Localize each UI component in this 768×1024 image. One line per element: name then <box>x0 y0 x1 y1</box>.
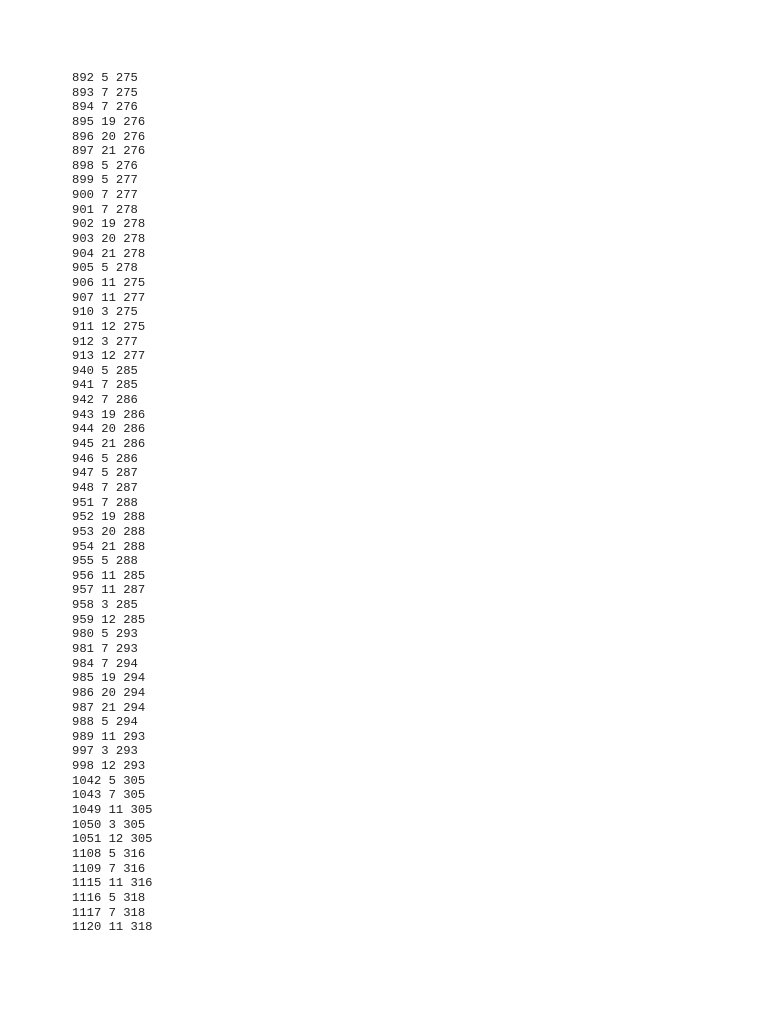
text-line: 958 3 285 <box>72 598 138 613</box>
text-line: 946 5 286 <box>72 451 138 466</box>
text-line: 902 19 278 <box>72 217 146 232</box>
text-line: 989 11 293 <box>72 729 146 744</box>
text-line: 899 5 277 <box>72 173 138 188</box>
text-line: 897 21 276 <box>72 144 146 159</box>
text-lines <box>72 71 152 935</box>
text-line: 905 5 278 <box>72 261 138 276</box>
text-line: 948 7 287 <box>72 480 138 495</box>
text-line: 910 3 275 <box>72 305 138 320</box>
text-line: 951 7 288 <box>72 495 138 510</box>
text-line: 1050 3 305 <box>72 817 146 832</box>
text-line: 952 19 288 <box>72 510 146 525</box>
text-line: 896 20 276 <box>72 129 146 144</box>
text-line: 1043 7 305 <box>72 788 146 803</box>
text-line: 940 5 285 <box>72 363 138 378</box>
text-line: 987 21 294 <box>72 700 146 715</box>
text-line: 1115 11 316 <box>72 876 153 891</box>
text-line: 892 5 275 <box>72 71 138 85</box>
text-line: 906 11 275 <box>72 275 146 290</box>
text-line: 956 11 285 <box>72 568 146 583</box>
text-line: 959 12 285 <box>72 612 146 627</box>
text-line: 981 7 293 <box>72 641 138 656</box>
text-line: 1051 12 305 <box>72 832 153 847</box>
text-line: 943 19 286 <box>72 407 146 422</box>
text-line: 980 5 293 <box>72 627 138 642</box>
text-line: 1109 7 316 <box>72 861 146 876</box>
text-line: 907 11 277 <box>72 290 146 305</box>
text-line: 894 7 276 <box>72 100 138 115</box>
text-line: 900 7 277 <box>72 188 138 203</box>
text-line: 1049 11 305 <box>72 803 153 818</box>
text-line: 893 7 275 <box>72 85 138 100</box>
text-line: 1116 5 318 <box>72 890 146 905</box>
text-line: 998 12 293 <box>72 759 146 774</box>
text-line: 912 3 277 <box>72 334 138 349</box>
text-line: 895 19 276 <box>72 114 146 129</box>
text-line: 988 5 294 <box>72 715 138 730</box>
text-line: 954 21 288 <box>72 539 146 554</box>
text-line: 1108 5 316 <box>72 846 146 861</box>
text-line: 945 21 286 <box>72 437 146 452</box>
text-line: 913 12 277 <box>72 349 146 364</box>
text-line: 1117 7 318 <box>72 905 146 920</box>
text-line: 898 5 276 <box>72 158 138 173</box>
text-line: 1120 11 318 <box>72 920 153 935</box>
text-line: 985 19 294 <box>72 671 146 686</box>
text-line: 901 7 278 <box>72 202 138 217</box>
text-line: 984 7 294 <box>72 656 138 671</box>
text-line: 997 3 293 <box>72 744 138 759</box>
text-line: 957 11 287 <box>72 583 146 598</box>
text-line: 942 7 286 <box>72 393 138 408</box>
text-line: 903 20 278 <box>72 232 146 247</box>
text-line: 941 7 285 <box>72 378 138 393</box>
text-line: 944 20 286 <box>72 422 146 437</box>
text-line: 1042 5 305 <box>72 773 146 788</box>
text-line: 953 20 288 <box>72 524 146 539</box>
text-line: 904 21 278 <box>72 246 146 261</box>
text-line: 947 5 287 <box>72 466 138 481</box>
text-line: 986 20 294 <box>72 685 146 700</box>
text-line: 955 5 288 <box>72 554 138 569</box>
text-line: 911 12 275 <box>72 319 146 334</box>
